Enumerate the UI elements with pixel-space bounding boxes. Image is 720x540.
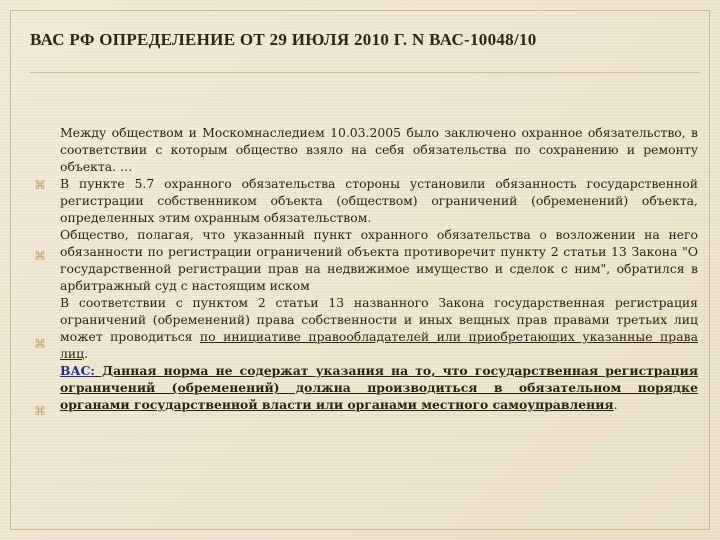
paragraph-law-article <box>60 294 698 362</box>
law-end: . <box>84 346 89 361</box>
x-mark-bullet-icon: ⌘ <box>34 404 46 418</box>
vas-conclusion-text: Данная норма не содержат указания на то, что государственная регистрация ограничений (обременений) должна производиться в обязательном порядке органами государственной власти или органами местного самоуправления <box>60 363 698 412</box>
slide-title: ВАС РФ ОПРЕДЕЛЕНИЕ ОТ 29 ИЮЛЯ 2010 Г. N ВАС-10048/10 <box>30 30 537 49</box>
paragraph-intro: Между обществом и Москомнаследием 10.03.2005 было заключено охранное обязательство, в соответствии с которым общество взяло на себя обязательства по сохранению и ремонту объекта. … <box>60 125 698 174</box>
paragraph-clause-5-7: В пункте 5.7 охранного обязательства стороны установили обязанность государственной регистрации собственником объекта (обществом) ограничений (обременений) объекта, определенных этим охранным обязательством. <box>60 176 698 225</box>
x-mark-bullet-icon: ⌘ <box>34 337 46 351</box>
paragraph-vas-conclusion <box>60 362 698 413</box>
x-mark-bullet-icon: ⌘ <box>34 249 46 263</box>
paragraph-claim: Общество, полагая, что указанный пункт охранного обязательства о возложении на него обязанности по регистрации ограничений объекта противоречит пункту 2 статьи 13 Закона "О государственной регистрации прав на недвижимое имущество и сделок с ним", обратился в арбитражный суд с настоящим иском <box>60 227 698 293</box>
x-mark-bullet-icon: ⌘ <box>34 178 46 192</box>
vas-label: ВАС: <box>60 363 95 378</box>
slide-content <box>60 124 698 413</box>
vas-conclusion-end: . <box>613 397 618 412</box>
law-underlined-text: по инициативе правообладателей или приобретающих указанные права лиц <box>60 329 698 361</box>
title-divider <box>30 72 700 73</box>
law-text: В соответствии с пунктом 2 статьи 13 названного Закона государственная регистрация ограничений (обременений) права собственности и иных вещных прав правами третьих лиц может проводиться <box>60 295 698 344</box>
